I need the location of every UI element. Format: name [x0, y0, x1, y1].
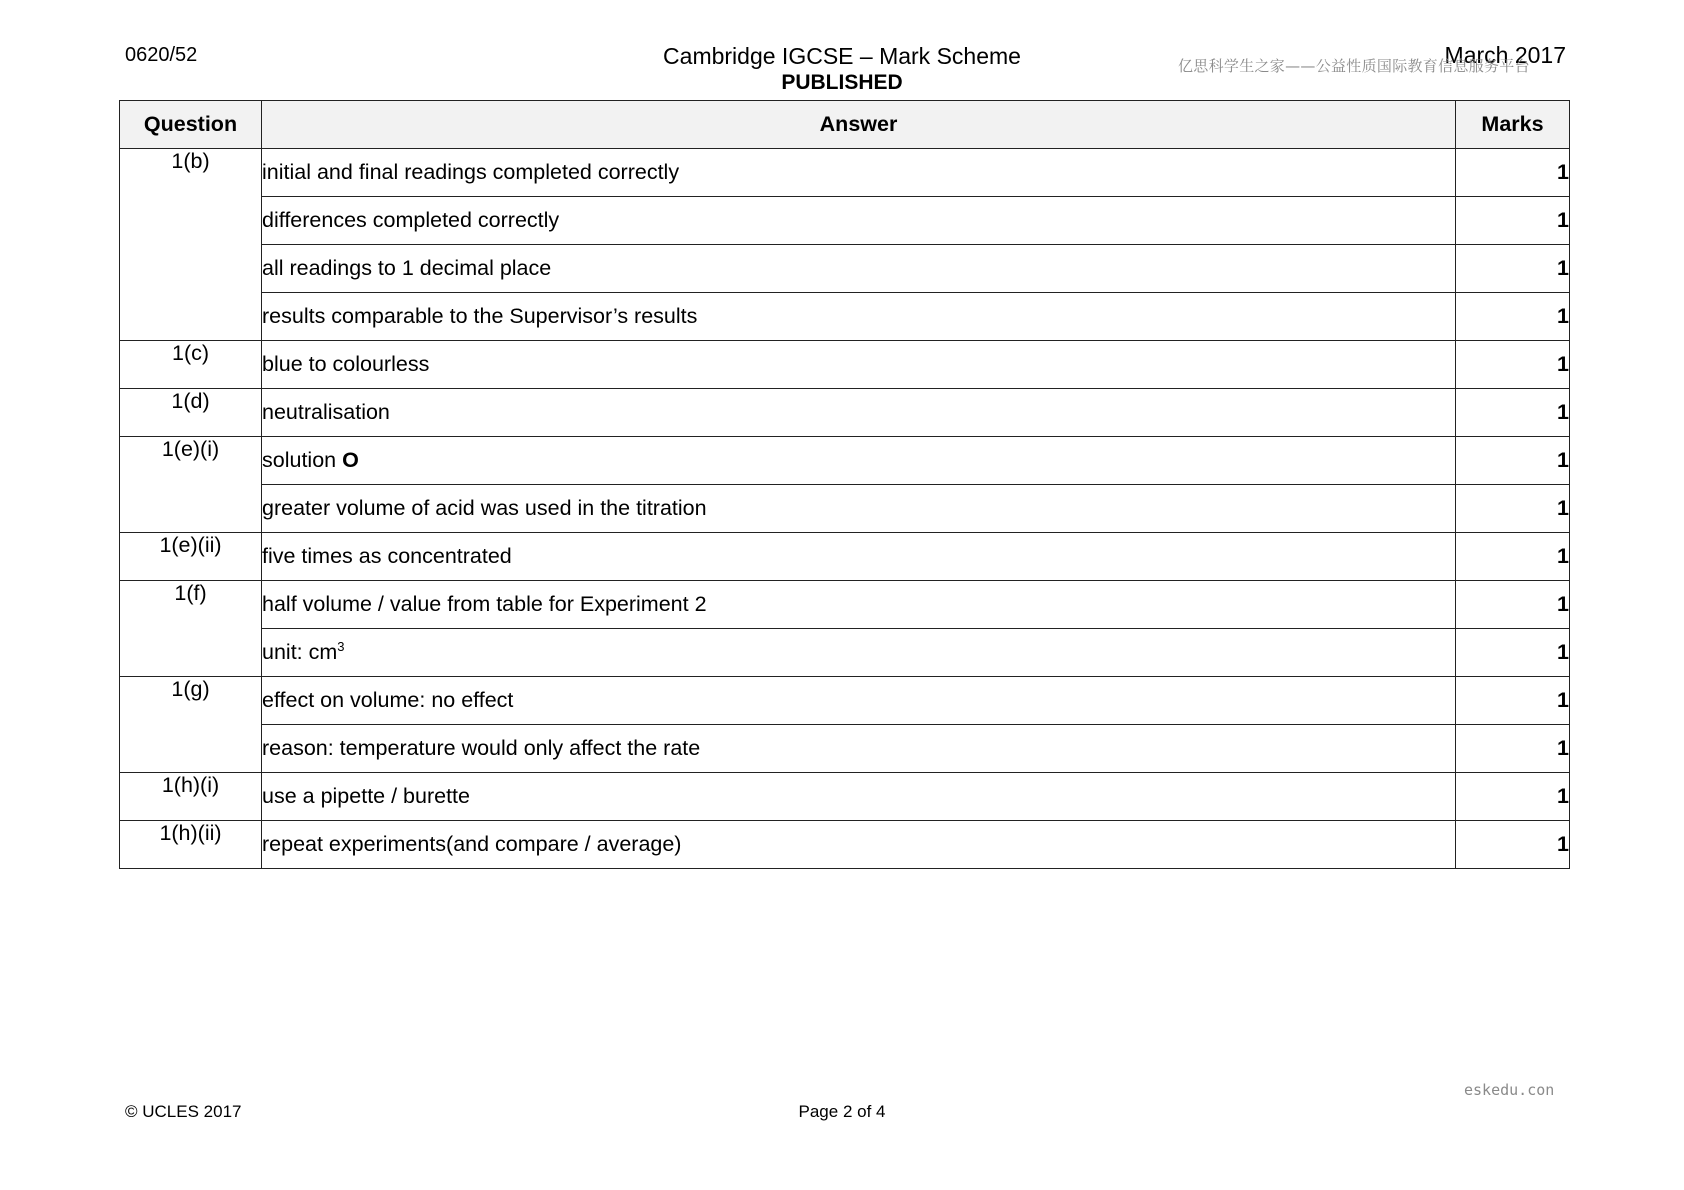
question-cell: 1(e)(ii): [120, 533, 262, 581]
question-cell: 1(h)(i): [120, 773, 262, 821]
table-row: [120, 725, 1570, 773]
table-row: [120, 821, 1570, 869]
paper-code: 0620/52: [125, 44, 198, 66]
answer-column-header: Answer: [262, 101, 1456, 149]
document-title: Cambridge IGCSE – Mark Scheme: [663, 43, 1021, 69]
answer-cell: five times as concentrated: [262, 533, 1456, 581]
marks-cell: 1: [1456, 581, 1570, 629]
table-row: [120, 437, 1570, 485]
marks-cell: 1: [1456, 197, 1570, 245]
answer-text: solution: [262, 448, 343, 472]
table-row: [120, 629, 1570, 677]
answer-cell: blue to colourless: [262, 341, 1456, 389]
exam-date: March 2017: [1444, 42, 1566, 68]
copyright-notice: © UCLES 2017: [125, 1102, 242, 1121]
marks-cell: 1: [1456, 821, 1570, 869]
table-row: [120, 149, 1570, 197]
table-row: [120, 197, 1570, 245]
marks-cell: 1: [1456, 245, 1570, 293]
table-header-row: [120, 101, 1570, 149]
marks-cell: 1: [1456, 485, 1570, 533]
marks-cell: 1: [1456, 677, 1570, 725]
answer-cell: neutralisation: [262, 389, 1456, 437]
answer-cell: effect on volume: no effect: [262, 677, 1456, 725]
marks-column-header: Marks: [1456, 101, 1570, 149]
question-cell: 1(h)(ii): [120, 821, 262, 869]
answer-cell: results comparable to the Supervisor’s results: [262, 293, 1456, 341]
answer-text: unit: cm: [262, 640, 338, 665]
table-row: [120, 485, 1570, 533]
marks-cell: 1: [1456, 389, 1570, 437]
table-row: [120, 581, 1570, 629]
page-header: [642, 42, 1042, 96]
table-row: [120, 773, 1570, 821]
unit-superscript: 3: [337, 639, 345, 655]
answer-cell: differences completed correctly: [262, 197, 1456, 245]
marks-cell: 1: [1456, 629, 1570, 677]
marks-cell: 1: [1456, 725, 1570, 773]
question-column-header: Question: [120, 101, 262, 149]
marks-cell: 1: [1456, 773, 1570, 821]
question-cell: 1(f): [120, 581, 262, 677]
watermark-text: 亿思科学生之家——公益性质国际教育信息服务平台: [1178, 57, 1530, 75]
site-watermark: eskedu.con: [1464, 1081, 1555, 1099]
table-row: [120, 341, 1570, 389]
question-cell: 1(g): [120, 677, 262, 773]
table-row: [120, 533, 1570, 581]
answer-cell: use a pipette / burette: [262, 773, 1456, 821]
table-row: [120, 677, 1570, 725]
table-row: [120, 245, 1570, 293]
answer-cell: greater volume of acid was used in the titration: [262, 485, 1456, 533]
question-cell: 1(e)(i): [120, 437, 262, 533]
mark-scheme-table: [119, 100, 1570, 869]
answer-cell: repeat experiments(and compare / average): [262, 821, 1456, 869]
marks-cell: 1: [1456, 533, 1570, 581]
marks-cell: 1: [1456, 149, 1570, 197]
question-cell: 1(d): [120, 389, 262, 437]
question-cell: 1(b): [120, 149, 262, 341]
page-number: Page 2 of 4: [798, 1102, 886, 1121]
marks-cell: 1: [1456, 341, 1570, 389]
answer-cell: [262, 437, 1456, 485]
solution-letter: O: [342, 448, 359, 472]
table-row: [120, 293, 1570, 341]
table-row: [120, 389, 1570, 437]
marks-cell: 1: [1456, 437, 1570, 485]
answer-cell: [262, 629, 1456, 677]
answer-cell: all readings to 1 decimal place: [262, 245, 1456, 293]
answer-cell: reason: temperature would only affect the rate: [262, 725, 1456, 773]
answer-cell: initial and final readings completed correctly: [262, 149, 1456, 197]
published-label: PUBLISHED: [781, 71, 903, 94]
question-cell: 1(c): [120, 341, 262, 389]
answer-cell: half volume / value from table for Experiment 2: [262, 581, 1456, 629]
marks-cell: 1: [1456, 293, 1570, 341]
